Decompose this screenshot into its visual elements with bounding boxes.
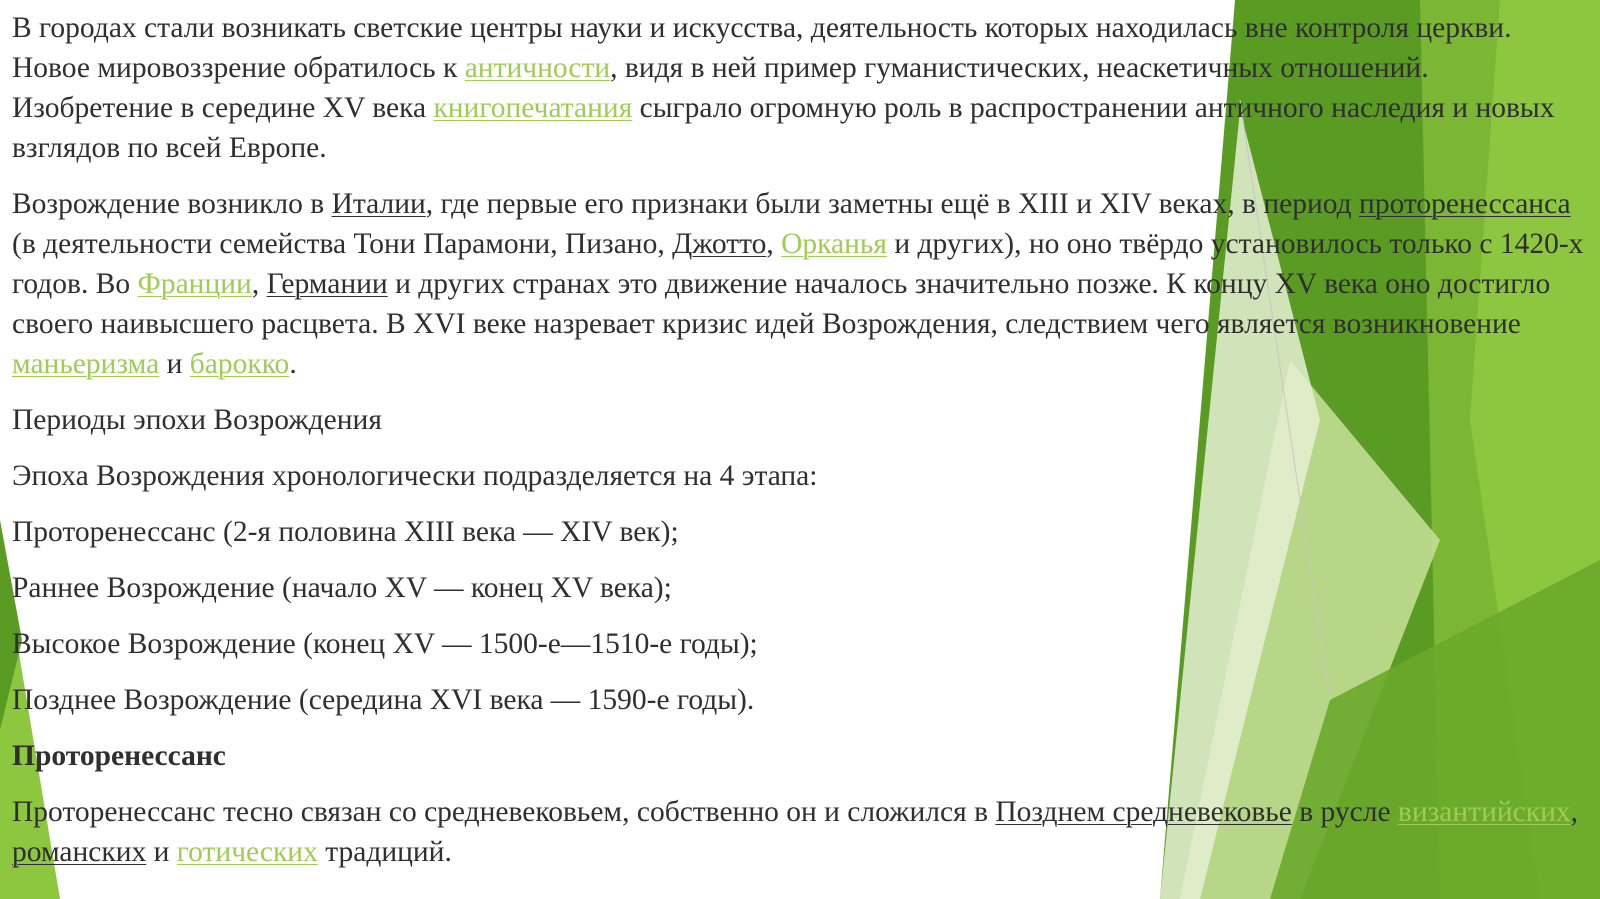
period-item: Позднее Возрождение (середина XVI века — 1590-е годы). — [12, 684, 755, 716]
text-run: Проторенессанс тесно связан со средневековьем, собственно он и сложился в — [12, 796, 996, 828]
link-byzantine[interactable]: византийских — [1397, 796, 1571, 828]
link-germany[interactable]: Германии — [266, 268, 388, 300]
text-run: и других), но оно твёрдо установилось только с 1420-х годов. Во — [12, 228, 1584, 300]
text-run: , — [251, 268, 267, 300]
text-run: , видя в ней пример гуманистических, неаскетичных отношений. Изобретение в середине XV века — [12, 52, 1429, 124]
text-run: . — [289, 348, 297, 380]
paragraph-cities — [12, 8, 1592, 168]
link-late-middle-ages[interactable]: Позднем средневековье — [995, 796, 1292, 828]
link-italy[interactable]: Италии — [331, 188, 426, 220]
section-title-periods: Периоды эпохи Возрождения — [12, 404, 382, 436]
text-run: традиций. — [317, 836, 452, 868]
link-mannerism[interactable]: маньеризма — [12, 348, 160, 380]
paragraph-italy — [12, 184, 1592, 384]
text-run: (в деятельности семейства Тони Парамони, Пизано, — [12, 228, 673, 260]
link-giotto[interactable]: Джотто — [672, 228, 767, 260]
period-item: Проторенессанс (2-я половина XIII века — XIV век); — [12, 516, 679, 548]
text-run: и других странах это движение началось значительно позже. К концу XV века оно достигло своего наивысшего расцвета. В XVI веке назревает кризис идей Возрождения, следствием чего является возникновение — [12, 268, 1551, 340]
text-run: Возрождение возникло в — [12, 188, 332, 220]
text-run: и — [146, 836, 177, 868]
period-item: Высокое Возрождение (конец XV — 1500-е—1510-е годы); — [12, 628, 758, 660]
link-antiquity[interactable]: античности — [464, 52, 611, 84]
link-protorenaissance[interactable]: проторенессанса — [1359, 188, 1571, 220]
link-baroque[interactable]: барокко — [189, 348, 290, 380]
text-run: , — [1570, 796, 1578, 828]
text-run: сыграло огромную роль в распространении античного наследия и новых взглядов по всей Европе. — [12, 92, 1555, 164]
document-body — [12, 8, 1592, 888]
text-run: , где первые его признаки были заметны ещё в XIII и XIV веках, в период — [425, 188, 1360, 220]
paragraph-stages-intro: Эпоха Возрождения хронологически подразделяется на 4 этапа: — [12, 460, 818, 492]
link-romanesque[interactable]: романских — [12, 836, 147, 868]
period-item: Раннее Возрождение (начало XV — конец XV века); — [12, 572, 672, 604]
text-run: В городах стали возникать светские центры науки и искусства, деятельность которых находилась вне контроля церкви. Новое мировоззрение обратилось к — [12, 12, 1512, 84]
link-france[interactable]: Франции — [137, 268, 252, 300]
link-printing[interactable]: книгопечатания — [433, 92, 633, 124]
link-gothic[interactable]: готических — [176, 836, 318, 868]
link-orcagna[interactable]: Орканья — [781, 228, 887, 260]
paragraph-protorenaissance — [12, 792, 1592, 872]
text-run: и — [159, 348, 190, 380]
heading-protorenaissance: Проторенессанс — [12, 740, 226, 772]
text-run: , — [766, 228, 782, 260]
text-run: в русле — [1291, 796, 1398, 828]
